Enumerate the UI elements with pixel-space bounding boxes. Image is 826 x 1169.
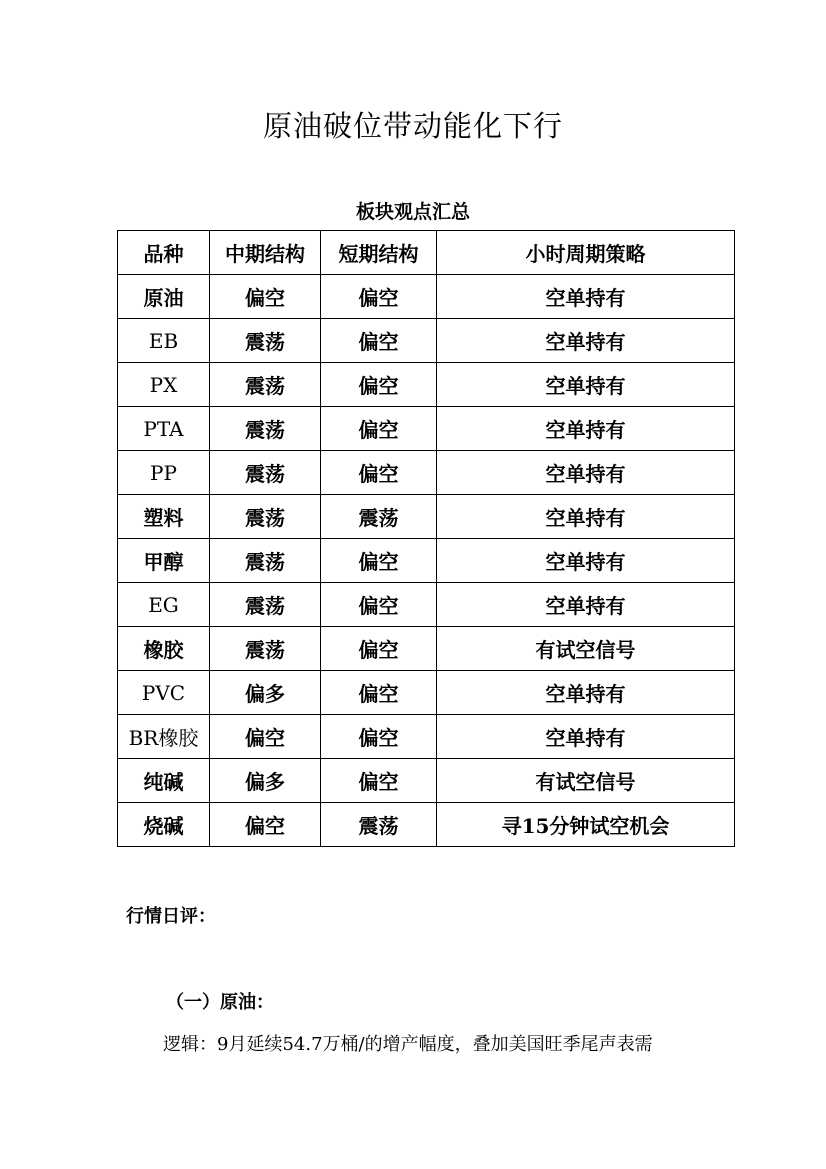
cell-strategy: 空单持有 [437,275,735,319]
sector-summary-table [117,230,735,847]
cell-mid-term: 震荡 [210,495,321,539]
cell-mid-term: 震荡 [210,451,321,495]
cell-short-term: 偏空 [321,363,437,407]
document-title: 原油破位带动能化下行 [262,109,563,143]
cell-mid-term: 震荡 [210,407,321,451]
cell-variety: PX [118,363,210,407]
cell-mid-term: 偏多 [210,759,321,803]
cell-variety: PP [118,451,210,495]
cell-strategy: 有试空信号 [437,759,735,803]
crude-oil-subheading: （一）原油： [166,992,274,1013]
cell-mid-term: 震荡 [210,583,321,627]
table-row [118,715,735,759]
cell-mid-term: 震荡 [210,319,321,363]
table-row [118,451,735,495]
cell-variety: 纯碱 [118,759,210,803]
cell-short-term: 偏空 [321,319,437,363]
header-short-term: 短期结构 [321,231,437,275]
table-row [118,803,735,847]
cell-mid-term: 震荡 [210,539,321,583]
cell-short-term: 偏空 [321,451,437,495]
cell-variety: BR橡胶 [118,715,210,759]
table-row [118,407,735,451]
cell-mid-term: 偏空 [210,275,321,319]
table-caption: 板块观点汇总 [355,201,470,223]
table-row [118,319,735,363]
cell-strategy: 空单持有 [437,319,735,363]
cell-variety: 橡胶 [118,627,210,671]
cell-variety: 烧碱 [118,803,210,847]
table-row [118,583,735,627]
market-commentary-label: 行情日评： [126,906,216,927]
table-row [118,495,735,539]
cell-short-term: 偏空 [321,275,437,319]
cell-short-term: 偏空 [321,671,437,715]
cell-variety: EG [118,583,210,627]
cell-variety: 塑料 [118,495,210,539]
table-row [118,363,735,407]
cell-variety: 甲醇 [118,539,210,583]
cell-mid-term: 震荡 [210,627,321,671]
table-header-row [118,231,735,275]
crude-oil-logic-text: 逻辑：9月延续54.7万桶/的增产幅度，叠加美国旺季尾声表需 [163,1034,653,1055]
cell-strategy: 空单持有 [437,495,735,539]
cell-mid-term: 偏空 [210,715,321,759]
cell-variety: PVC [118,671,210,715]
table-row [118,539,735,583]
cell-strategy: 空单持有 [437,583,735,627]
cell-strategy: 空单持有 [437,539,735,583]
cell-variety: PTA [118,407,210,451]
cell-mid-term: 震荡 [210,363,321,407]
cell-variety: EB [118,319,210,363]
cell-short-term: 偏空 [321,759,437,803]
cell-strategy: 空单持有 [437,451,735,495]
cell-strategy: 有试空信号 [437,627,735,671]
header-variety: 品种 [118,231,210,275]
header-mid-term: 中期结构 [210,231,321,275]
cell-strategy: 空单持有 [437,671,735,715]
header-hourly-strategy: 小时周期策略 [437,231,735,275]
table-row [118,671,735,715]
cell-strategy: 空单持有 [437,363,735,407]
cell-strategy: 寻15分钟试空机会 [437,803,735,847]
table-row [118,759,735,803]
cell-mid-term: 偏多 [210,671,321,715]
cell-strategy: 空单持有 [437,715,735,759]
cell-short-term: 偏空 [321,539,437,583]
cell-strategy: 空单持有 [437,407,735,451]
cell-short-term: 偏空 [321,583,437,627]
cell-short-term: 偏空 [321,627,437,671]
cell-short-term: 偏空 [321,715,437,759]
cell-variety: 原油 [118,275,210,319]
cell-short-term: 震荡 [321,803,437,847]
cell-mid-term: 偏空 [210,803,321,847]
table-row [118,275,735,319]
table-row [118,627,735,671]
cell-short-term: 偏空 [321,407,437,451]
cell-short-term: 震荡 [321,495,437,539]
